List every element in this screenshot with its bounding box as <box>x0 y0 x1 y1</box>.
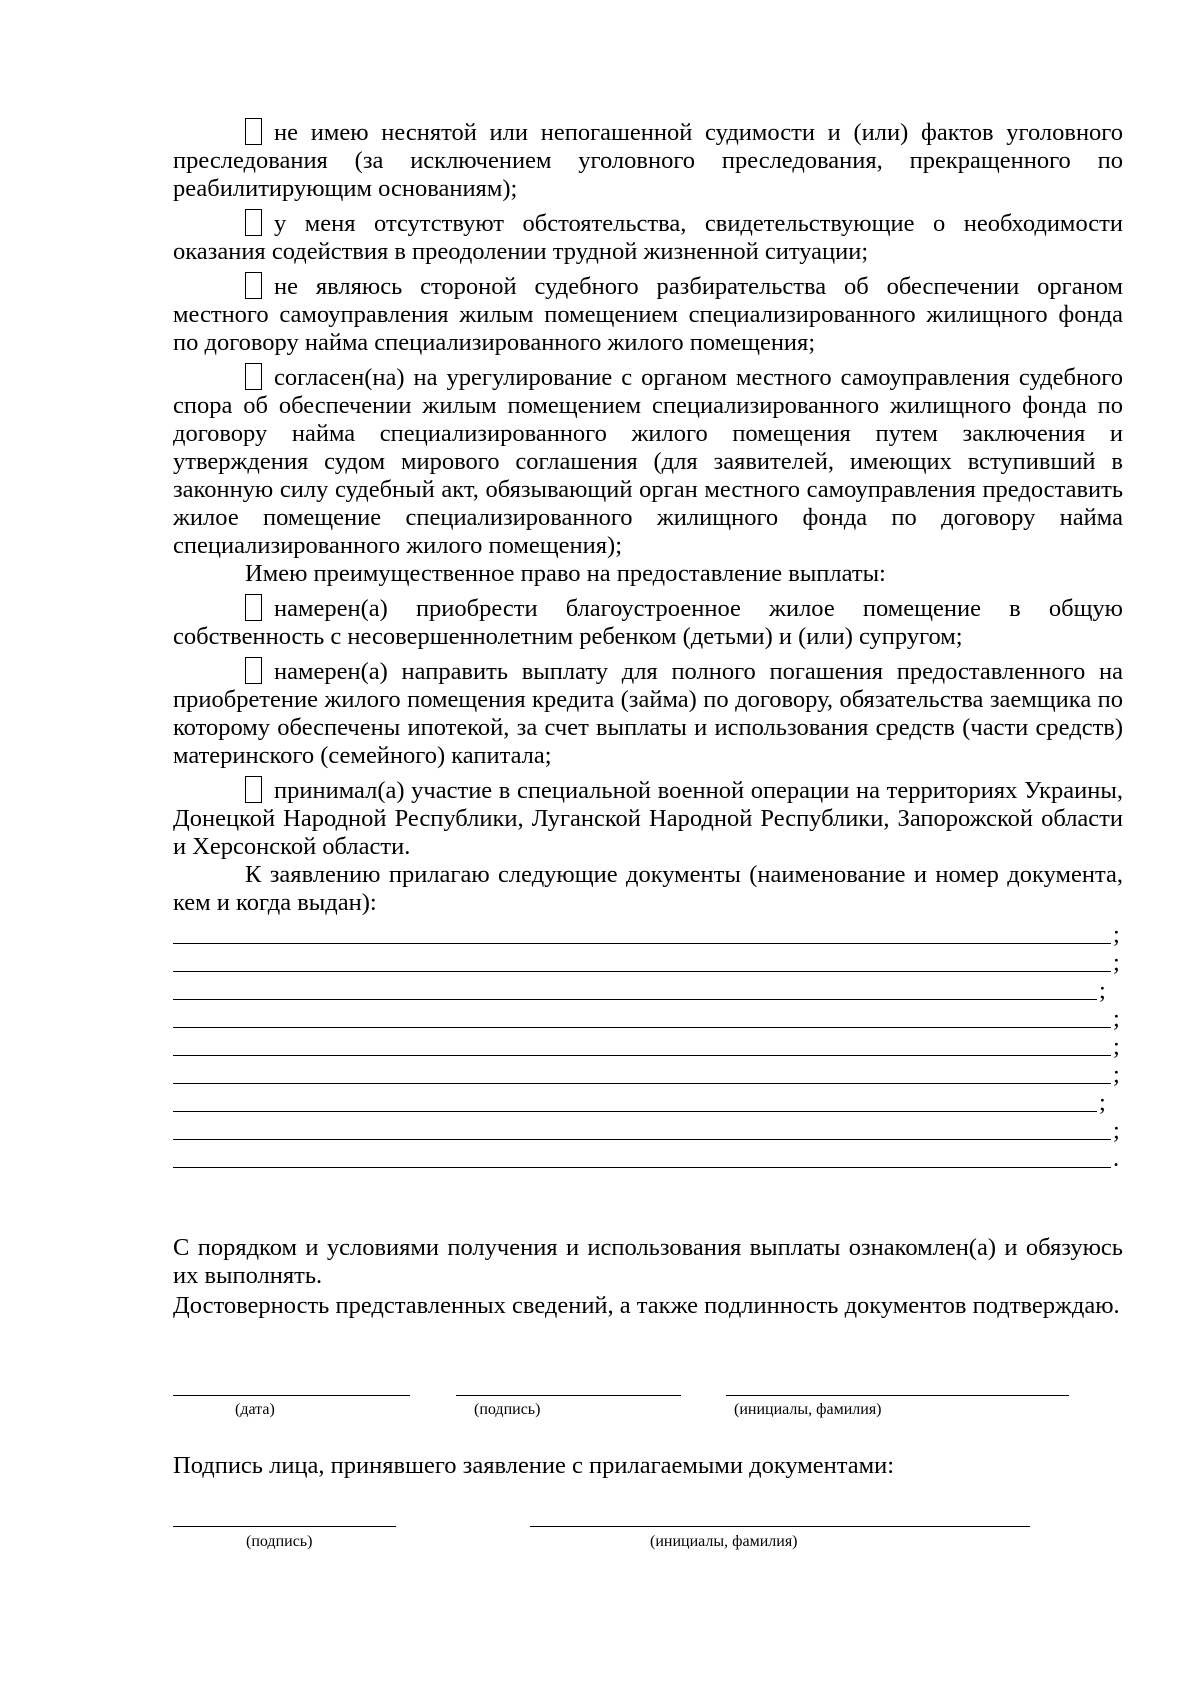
priority-text: принимал(а) участие в специальной военной операции на территориях Украины, Донецкой Народной Республики, Луганской Народной Республики, Запорожской области и Херсонской области. <box>173 777 1123 860</box>
priority-item <box>173 776 1123 861</box>
checkbox[interactable] <box>245 118 262 145</box>
document-line[interactable]: . <box>173 1145 1123 1173</box>
receiver-name-line[interactable] <box>530 1526 1030 1527</box>
statement-item <box>173 118 1123 203</box>
priority-heading: Имею преимущественное право на предоставление выплаты: <box>245 560 886 587</box>
document-line[interactable]: ; <box>173 1005 1123 1033</box>
statement-text: не имею неснятой или непогашенной судимости и (или) фактов уголовного преследования (за исключением уголовного преследования, прекращенного по реабилитирующим основаниям); <box>173 119 1123 202</box>
name-caption: (инициалы, фамилия) <box>734 1401 882 1418</box>
form-body <box>173 118 1123 1173</box>
document-line[interactable]: ; <box>173 1033 1123 1061</box>
statement-text: не являюсь стороной судебного разбирательства об обеспечении органом местного самоуправления жилым помещением специализированного жилищного фонда по договору найма специализированного жилого помещения; <box>173 273 1123 356</box>
checkbox[interactable] <box>245 272 262 299</box>
priority-item <box>173 594 1123 651</box>
document-line[interactable]: ; <box>173 949 1123 977</box>
confirmation: Достоверность представленных сведений, а также подлинность документов подтверждаю. <box>173 1292 1120 1319</box>
documents-intro: К заявлению прилагаю следующие документы (наименование и номер документа, кем и когда выдан): <box>173 861 1123 916</box>
acknowledgement: С порядком и условиями получения и использования выплаты ознакомлен(а) и обязуюсь их выполнять. <box>173 1234 1123 1289</box>
date-caption: (дата) <box>235 1401 275 1418</box>
checkbox[interactable] <box>245 363 262 390</box>
statement-item <box>173 363 1123 560</box>
checkbox[interactable] <box>245 209 262 236</box>
document-line[interactable]: ; <box>173 921 1123 949</box>
receiver-label: Подпись лица, принявшего заявление с прилагаемыми документами: <box>173 1452 895 1479</box>
document-line[interactable]: ; <box>173 1117 1123 1145</box>
priority-item <box>173 657 1123 770</box>
priority-text: намерен(а) направить выплату для полного погашения предоставленного на приобретение жилого помещения кредита (займа) по договору, обязательства заемщика по которому обеспечены ипотекой, за счет выплаты и использования средств (части средств) материнского (семейного) капитала; <box>173 658 1123 769</box>
document-line[interactable]: ; <box>173 1089 1123 1117</box>
receiver-signature-line[interactable] <box>173 1526 396 1527</box>
document-line[interactable]: ; <box>173 1061 1123 1089</box>
statement-text: у меня отсутствуют обстоятельства, свидетельствующие о необходимости оказания содействия в преодолении трудной жизненной ситуации; <box>173 210 1123 265</box>
statement-text: согласен(на) на урегулирование с органом местного самоуправления судебного спора об обеспечении жилым помещением специализированного жилищного фонда по договору найма специализированного жилого помещения путем заключения и утверждения судом мирового соглашения (для заявителей, имеющих вступивший в законную силу судебный акт, обязывающий орган местного самоуправления предоставить жилое помещение специализированного жилищного фонда по договору найма специализированного жилого помещения); <box>173 364 1123 559</box>
checkbox[interactable] <box>245 594 262 621</box>
date-line[interactable] <box>173 1395 410 1396</box>
document-line[interactable]: ; <box>173 977 1123 1005</box>
name-line[interactable] <box>726 1395 1069 1396</box>
statement-item <box>173 209 1123 266</box>
priority-text: намерен(а) приобрести благоустроенное жилое помещение в общую собственность с несовершеннолетним ребенком (детьми) и (или) супругом; <box>173 595 1123 650</box>
signature-line[interactable] <box>456 1395 681 1396</box>
receiver-signature-caption: (подпись) <box>246 1533 313 1550</box>
receiver-name-caption: (инициалы, фамилия) <box>650 1533 798 1550</box>
checkbox[interactable] <box>245 657 262 684</box>
signature-caption: (подпись) <box>474 1401 541 1418</box>
document-lines <box>173 921 1123 1173</box>
checkbox[interactable] <box>245 776 262 803</box>
statement-item <box>173 272 1123 357</box>
